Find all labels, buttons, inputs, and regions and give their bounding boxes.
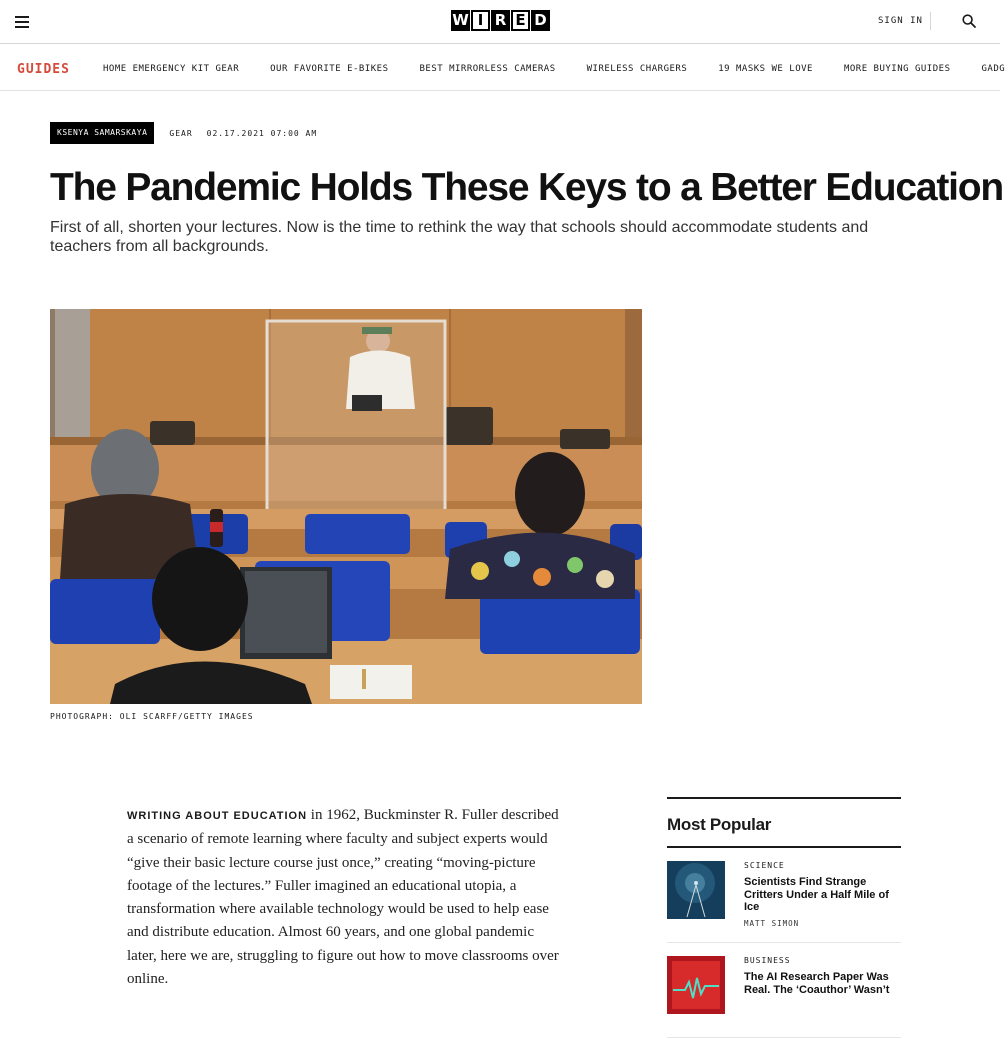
- sign-in-link[interactable]: SIGN IN: [878, 16, 923, 26]
- popular-item-headline[interactable]: The AI Research Paper Was Real. The ‘Coauthor’ Wasn’t: [744, 971, 901, 996]
- article-body: [127, 804, 567, 991]
- ice-critter-image: [667, 861, 725, 919]
- hamburger-menu-icon[interactable]: [15, 16, 29, 28]
- popular-item-text: [744, 956, 901, 996]
- article-byline: [50, 122, 317, 144]
- guide-link-emergency-kit[interactable]: HOME EMERGENCY KIT GEAR: [103, 64, 239, 74]
- popular-item-thumbnail[interactable]: [667, 956, 725, 1014]
- header-divider: [930, 12, 931, 30]
- photo-caption: PHOTOGRAPH: OLI SCARFF/GETTY IMAGES: [50, 712, 254, 721]
- article-headline: The Pandemic Holds These Keys to a Better Education: [50, 165, 990, 211]
- lead-in: WRITING ABOUT EDUCATION: [127, 810, 307, 822]
- section-link[interactable]: GEAR: [169, 129, 192, 138]
- popular-item-thumbnail[interactable]: [667, 861, 725, 919]
- logo-letter-r: R: [491, 10, 510, 31]
- guide-link-masks[interactable]: 19 MASKS WE LOVE: [718, 64, 813, 74]
- popular-item-author[interactable]: MATT SIMON: [744, 919, 901, 928]
- article-dek: First of all, shorten your lectures. Now is the time to rethink the way that schools should accommodate students and teachers from all backgrounds.: [50, 218, 920, 256]
- site-header: [0, 0, 1000, 44]
- popular-item-category[interactable]: BUSINESS: [744, 956, 901, 965]
- popular-item-category[interactable]: SCIENCE: [744, 861, 901, 870]
- logo-letter-i: I: [471, 10, 490, 31]
- guide-link-more-buying-guides[interactable]: MORE BUYING GUIDES: [844, 64, 951, 74]
- guide-link-gadgets[interactable]: GADG: [982, 64, 1005, 74]
- most-popular-panel: [667, 797, 901, 1038]
- most-popular-title: Most Popular: [667, 799, 901, 848]
- ai-paper-image: [667, 956, 725, 1014]
- logo-letter-w: W: [451, 10, 470, 31]
- popular-item-text: [744, 861, 901, 928]
- logo-letter-e: E: [511, 10, 530, 31]
- guides-nav: [0, 45, 1000, 91]
- popular-item[interactable]: [667, 943, 901, 1038]
- author-link[interactable]: KSENYA SAMARSKAYA: [50, 122, 154, 144]
- guides-links: [103, 64, 1005, 74]
- guide-link-e-bikes[interactable]: OUR FAVORITE E-BIKES: [270, 64, 388, 74]
- popular-item[interactable]: [667, 848, 901, 943]
- lead-photo: [50, 309, 642, 704]
- body-paragraph: in 1962, Buckminster R. Fuller described a scenario of remote learning where faculty and subject experts would “give their basic lecture course just once,” creating “moving-picture footage of the lectures.” Fuller imagined an educational utopia, a transformation where available technology would be used to help ease and distribute education. Almost 60 years, and one global pandemic later, here we are, struggling to figure out how to move classrooms over online.: [127, 807, 559, 987]
- wired-logo[interactable]: [451, 10, 550, 32]
- search-icon[interactable]: [962, 14, 976, 28]
- classroom-photo-illustration: [50, 309, 642, 704]
- logo-letter-d: D: [531, 10, 550, 31]
- guide-link-mirrorless-cameras[interactable]: BEST MIRRORLESS CAMERAS: [420, 64, 556, 74]
- popular-item-headline[interactable]: Scientists Find Strange Critters Under a Half Mile of Ice: [744, 876, 901, 914]
- guides-label[interactable]: GUIDES: [17, 62, 70, 77]
- publish-date: 02.17.2021 07:00 AM: [207, 129, 318, 138]
- guide-link-wireless-chargers[interactable]: WIRELESS CHARGERS: [587, 64, 688, 74]
